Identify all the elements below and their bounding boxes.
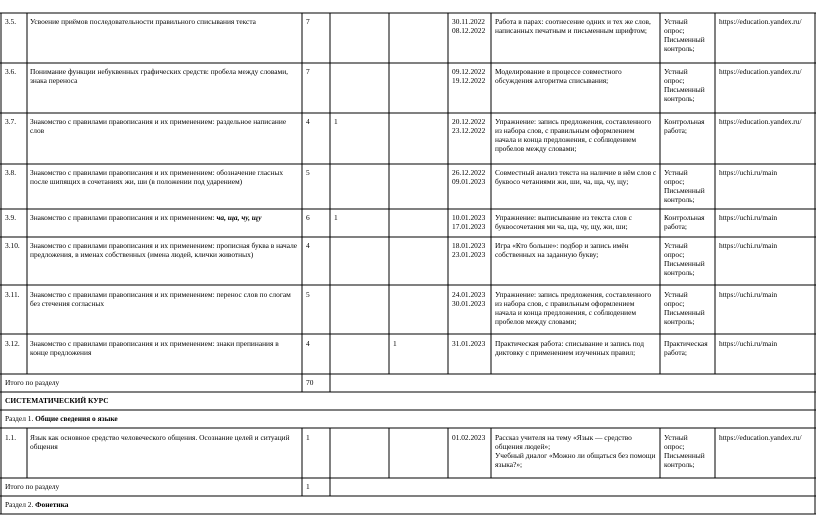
activity-cell: Моделирование в процессе совместного обсуждения алгоритма списывания; — [495, 67, 622, 86]
hours-cell: 7 — [306, 67, 310, 76]
row-number: 3.8. — [5, 168, 17, 177]
section-prefix: Раздел 1. — [5, 414, 34, 423]
control-form-cell: Устный опрос; Письменный контроль; — [664, 433, 705, 470]
hours-cell: 4 — [306, 117, 310, 126]
control-form-cell: Устный опрос; Письменный контроль; — [664, 241, 705, 278]
topic-cell: Знакомство с правилами правописания и их применением: прописная буква в начале предложения, в именах собственных (имена людей, клички животных) — [30, 241, 298, 260]
resource-link[interactable]: https://uchi.ru/main — [719, 241, 778, 250]
section-prefix: Раздел 2. — [5, 500, 34, 509]
topic-cell: Знакомство с правилами правописания и их применением: обозначение гласных после шипящих в сочетаниях жи, ши (в положении под ударением) — [30, 168, 284, 187]
control-form-cell: Контрольная работа; — [664, 117, 705, 136]
section-title: Общие сведения о языке — [35, 414, 118, 423]
hours-cell: 4 — [306, 339, 310, 348]
activity-cell: Совместный анализ текста на наличие в нём слов с буквосо четаниями жи, ши, ча, ща, чу, щу; — [495, 168, 657, 187]
hours-cell: 5 — [306, 168, 310, 177]
hours-cell: 6 — [306, 213, 310, 222]
practice-works-cell: 1 — [393, 339, 397, 348]
dates-cell: 09.12.2022 19.12.2022 — [452, 67, 486, 86]
topic-cell — [30, 213, 300, 222]
control-form-cell: Практическая работа; — [664, 339, 708, 358]
dates-cell: 20.12.2022 23.12.2022 — [452, 117, 486, 136]
activity-cell: Упражнение: выписывание из текста слов с буквосочетания ми ча, ща, чу, щу, жи, ши; — [495, 213, 632, 232]
control-form-cell: Устный опрос; Письменный контроль; — [664, 17, 705, 54]
activity-cell: Упражнение: запись предложения, составленного из набора слов, с правильным оформлением начала и конца предложения, с соблюдением пробелов между словами; — [495, 117, 652, 154]
total-hours: 70 — [306, 378, 314, 387]
section-title: Фонетика — [35, 500, 69, 509]
total-label: Итого по разделу — [5, 378, 60, 387]
row-number: 3.5. — [5, 17, 17, 26]
resource-link[interactable]: https://uchi.ru/main — [719, 168, 778, 177]
row-number: 3.12. — [5, 339, 20, 348]
dates-cell: 30.11.2022 08.12.2022 — [452, 17, 486, 36]
activity-cell: Упражнение: запись предложения, составленного из набора слов, с правильным оформлением начала и конца предложения, с соблюдением пробелов между словами; — [495, 290, 652, 327]
total-hours: 1 — [306, 482, 310, 491]
row-number: 3.11. — [5, 290, 20, 299]
hours-cell: 4 — [306, 241, 310, 250]
dates-cell: 18.01.2023 23.01.2023 — [452, 241, 486, 260]
topic-cell: Знакомство с правилами правописания и их применением: раздельное написание слов — [30, 117, 287, 136]
dates-cell: 24.01.2023 30.01.2023 — [452, 290, 486, 309]
row-number: 3.6. — [5, 67, 17, 76]
resource-link[interactable]: https://education.yandex.ru/ — [719, 433, 802, 442]
activity-cell: Рассказ учителя на тему «Язык — средство общения людей»; Учебный диалог «Можно ли общаться без помощи языка?»; — [495, 433, 656, 470]
activity-cell: Игра «Кто больше»: подбор и запись имён собственных на заданную букву; — [495, 241, 629, 260]
resource-link[interactable]: https://education.yandex.ru/ — [719, 17, 802, 26]
dates-cell: 01.02.2023 — [452, 433, 486, 442]
row-number: 3.10. — [5, 241, 20, 250]
hours-cell: 7 — [306, 17, 310, 26]
section-heading — [5, 414, 118, 423]
course-heading: СИСТЕМАТИЧЕСКИЙ КУРС — [5, 396, 109, 405]
topic-text: Знакомство с правилами правописания и их применением: — [30, 213, 215, 222]
activity-cell: Работа в парах: соотнесение одних и тех же слов, написанных печатным и письменным шрифтом; — [495, 17, 651, 36]
resource-link[interactable]: https://uchi.ru/main — [719, 213, 778, 222]
row-number: 1.1. — [5, 433, 17, 442]
topic-cell: Язык как основное средство человеческого общения. Осознание целей и ситуаций общения — [30, 433, 290, 452]
dates-cell: 26.12.2022 09.01.2023 — [452, 168, 486, 187]
control-form-cell: Устный опрос; Письменный контроль; — [664, 290, 705, 327]
row-number: 3.9. — [5, 213, 17, 222]
control-form-cell: Контрольная работа; — [664, 213, 705, 232]
row-number: 3.7. — [5, 117, 17, 126]
hours-cell: 1 — [306, 433, 310, 442]
hours-cell: 5 — [306, 290, 310, 299]
resource-link[interactable]: https://education.yandex.ru/ — [719, 67, 802, 76]
section-heading — [5, 500, 68, 509]
topic-cell: Понимание функции небуквенных графических средств: пробела между словами, знака переноса — [30, 67, 288, 86]
dates-cell: 10.01.2023 17.01.2023 — [452, 213, 486, 232]
resource-link[interactable]: https://uchi.ru/main — [719, 290, 778, 299]
activity-cell: Практическая работа: списывание и запись под диктовку с применением изученных правил; — [495, 339, 644, 358]
control-form-cell: Устный опрос; Письменный контроль; — [664, 168, 705, 205]
control-form-cell: Устный опрос; Письменный контроль; — [664, 67, 705, 104]
resource-link[interactable]: https://uchi.ru/main — [719, 339, 778, 348]
resource-link[interactable]: https://education.yandex.ru/ — [719, 117, 802, 126]
control-works-cell: 1 — [334, 117, 338, 126]
topic-cell: Знакомство с правилами правописания и их применением: перенос слов по слогам без стечения согласных — [30, 290, 291, 309]
topic-cell: Усвоение приёмов последовательности правильного списывания текста — [30, 17, 256, 26]
topic-cell: Знакомство с правилами правописания и их применением: знаки препинания в конце предложения — [30, 339, 279, 358]
topic-italic-text: ча, ща, чу, щу — [216, 213, 262, 222]
total-label: Итого по разделу — [5, 482, 60, 491]
dates-cell: 31.01.2023 — [452, 339, 486, 348]
control-works-cell: 1 — [334, 213, 338, 222]
